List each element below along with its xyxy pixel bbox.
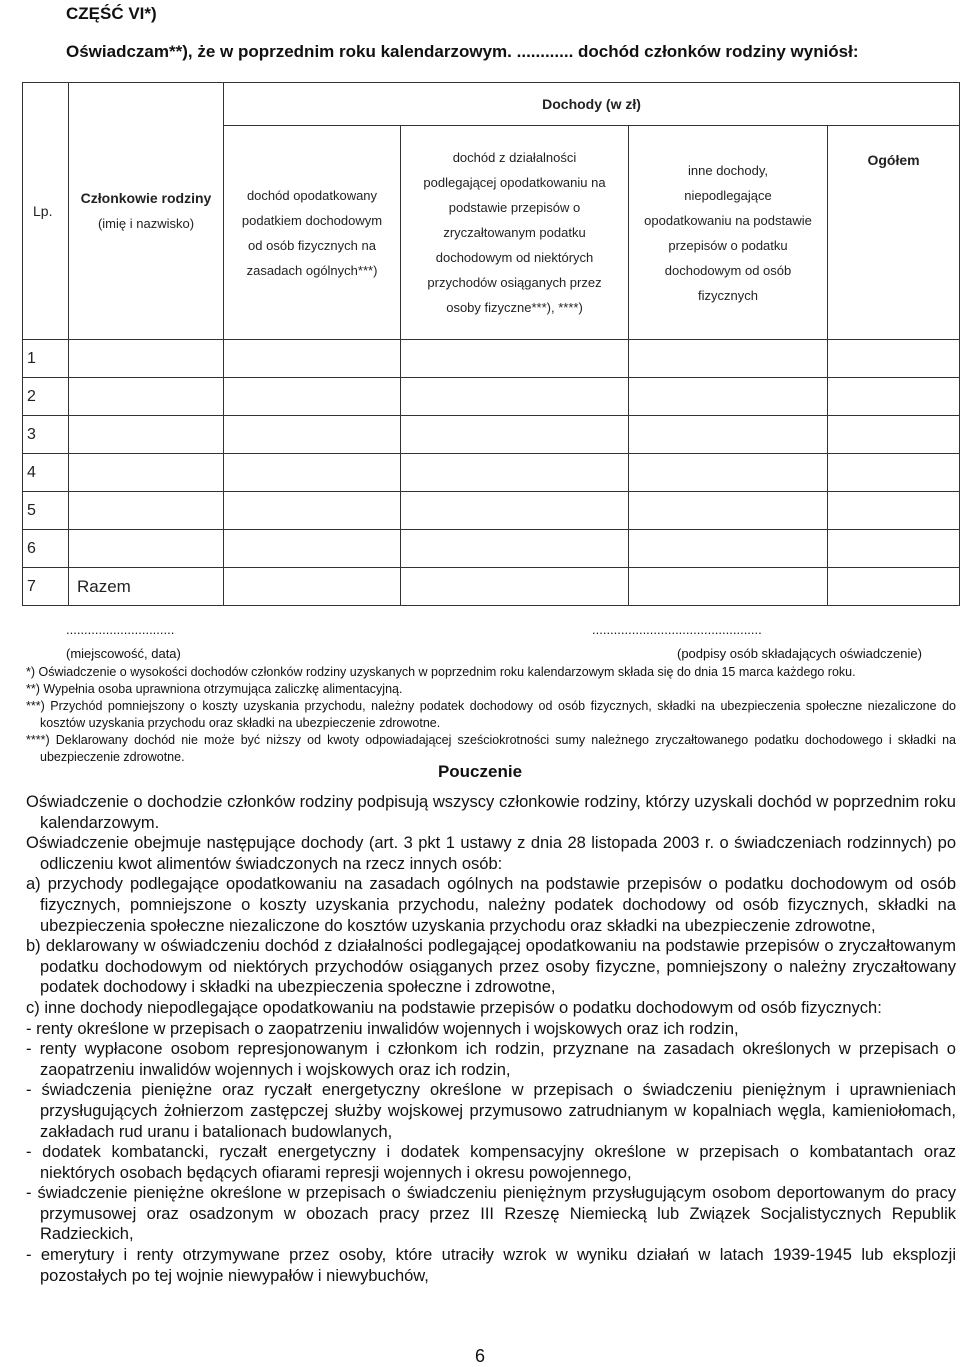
row-number: 1 (23, 340, 69, 378)
row-number: 4 (23, 454, 69, 492)
table-row (23, 454, 960, 492)
row-number: 7 (23, 568, 69, 606)
header-other-income: inne dochody, niepodlegające opodatkowaniu na podstawie przepisów o podatku dochodowym od osób fizycznych (629, 126, 828, 340)
income-table (22, 82, 960, 606)
lump-sum-income-cell[interactable] (401, 530, 629, 568)
instructions-title: Pouczenie (437, 762, 523, 781)
other-income-cell[interactable] (629, 568, 828, 606)
header-general-income: dochód opodatkowany podatkiem dochodowym od osób fizycznych na zasadach ogólnych***) (224, 126, 401, 340)
general-income-cell[interactable] (224, 492, 401, 530)
statement-heading: Oświadczam**), że w poprzednim roku kalendarzowym. ............ dochód członków rodziny wyniósł: (66, 42, 859, 61)
total-cell[interactable] (828, 416, 960, 454)
total-cell[interactable] (828, 568, 960, 606)
lump-sum-income-cell[interactable] (401, 492, 629, 530)
footnote: ***) Przychód pomniejszony o koszty uzyskania przychodu, należny podatek dochodowy od osób fizycznych, składki na ubezpieczenia społeczne niezaliczone do kosztów uzyskania przychodu oraz składki na ubezpieczenie zdrowotne. (26, 699, 956, 730)
part-title: CZĘŚĆ VI*) (66, 4, 157, 23)
member-name-cell[interactable] (69, 492, 224, 530)
lump-sum-income-cell[interactable] (401, 378, 629, 416)
footnote: **) Wypełnia osoba uprawniona otrzymująca zaliczkę alimentacyjną. (26, 682, 403, 696)
general-income-cell[interactable] (224, 454, 401, 492)
signature-caption: (podpisy osób składających oświadczenie) (677, 646, 922, 661)
header-lump-sum-income: dochód z działalności podlegającej opodatkowaniu na podstawie przepisów o zryczałtowanym podatku dochodowym od niektórych przychodów osiąganych przez osoby fizyczne***), ****) (401, 126, 629, 340)
lump-sum-income-cell[interactable] (401, 340, 629, 378)
table-row (23, 340, 960, 378)
table-row (23, 416, 960, 454)
instructions-paragraph: b) deklarowany w oświadczeniu dochód z działalności podlegającej opodatkowaniu na podstawie przepisów o zryczałtowanym podatku dochodowym od niektórych przychodów osiąganych przez osoby fizyczne, pomniejszony o należny zryczałtowany podatek dochodowy i składki na ubezpieczenia społeczne i zdrowotne, (26, 937, 956, 997)
member-name-cell[interactable] (69, 378, 224, 416)
row-number: 2 (23, 378, 69, 416)
total-cell[interactable] (828, 492, 960, 530)
total-cell[interactable] (828, 378, 960, 416)
table-row-total (23, 568, 960, 606)
instructions-paragraph: a) przychody podlegające opodatkowaniu na zasadach ogólnych na podstawie przepisów o podatku dochodowym od osób fizycznych, pomniejszone o koszty uzyskania przychodu, należny podatek dochodowy od osób fizycznych, składki na ubezpieczenia społeczne niezaliczone do kosztów uzyskania przychodu oraz składki na ubezpieczenie zdrowotne, (26, 875, 956, 935)
instructions-paragraph: Oświadczenie o dochodzie członków rodziny podpisują wszyscy członkowie rodziny, którzy uzyskali dochód w poprzednim roku kalendarzowym. (26, 793, 956, 832)
other-income-cell[interactable] (629, 340, 828, 378)
place-date-caption: (miejscowość, data) (66, 646, 181, 661)
general-income-cell[interactable] (224, 416, 401, 454)
other-income-cell[interactable] (629, 454, 828, 492)
instructions-paragraph: Oświadczenie obejmuje następujące dochody (art. 3 pkt 1 ustawy z dnia 28 listopada 2003 r. o świadczeniach rodzinnych) po odliczeniu kwot alimentów świadczonych na rzecz innych osób: (26, 834, 956, 873)
table-row (23, 378, 960, 416)
header-income-group: Dochody (w zł) (224, 83, 960, 126)
instructions-paragraph: c) inne dochody niepodlegające opodatkowaniu na podstawie przepisów o podatku dochodowym od osób fizycznych: (26, 998, 882, 1017)
footnotes (26, 664, 956, 766)
header-members-sub: (imię i nazwisko) (97, 216, 195, 231)
total-row-label: Razem (69, 568, 224, 606)
signature-line[interactable]: ............................................... (592, 622, 762, 637)
instructions-body (26, 792, 956, 1286)
header-total: Ogółem (828, 126, 960, 340)
instructions-paragraph: - emerytury i renty otrzymywane przez osoby, które utraciły wzrok w wyniku działań w latach 1939-1945 lub eksplozji pozostałych po tej wojnie niewypałów i niewybuchów, (26, 1246, 956, 1285)
table-row (23, 530, 960, 568)
general-income-cell[interactable] (224, 378, 401, 416)
other-income-cell[interactable] (629, 416, 828, 454)
other-income-cell[interactable] (629, 530, 828, 568)
lump-sum-income-cell[interactable] (401, 568, 629, 606)
footnote: ****) Deklarowany dochód nie może być niższy od kwoty odpowiadającej sześciokrotności sumy należnego zryczałtowanego podatku dochodowego i składki na ubezpieczenie zdrowotne. (26, 733, 956, 764)
total-cell[interactable] (828, 454, 960, 492)
row-number: 5 (23, 492, 69, 530)
header-lp: Lp. (23, 83, 69, 340)
other-income-cell[interactable] (629, 492, 828, 530)
header-members-title: Członkowie rodziny (80, 190, 212, 206)
instructions-paragraph: - dodatek kombatancki, ryczałt energetyczny i dodatek kompensacyjny określone w przepisach o kombatantach oraz niektórych osobach będących ofiarami represji wojennych i okresu powojennego, (26, 1143, 956, 1182)
total-cell[interactable] (828, 340, 960, 378)
other-income-cell[interactable] (629, 378, 828, 416)
lump-sum-income-cell[interactable] (401, 416, 629, 454)
instructions-paragraph: - renty określone w przepisach o zaopatrzeniu inwalidów wojennych i wojskowych oraz ich rodzin, (26, 1019, 739, 1038)
table-row (23, 492, 960, 530)
member-name-cell[interactable] (69, 416, 224, 454)
total-cell[interactable] (828, 530, 960, 568)
instructions-paragraph: - świadczenie pieniężne określone w przepisach o świadczeniu pieniężnym przysługującym osobom deportowanym do pracy przymusowej oraz osadzonym w obozach pracy przez III Rzeszę Niemiecką lub Związek Socjalistycznych Republik Radzieckich, (26, 1184, 956, 1244)
lump-sum-income-cell[interactable] (401, 454, 629, 492)
member-name-cell[interactable] (69, 340, 224, 378)
footnote: *) Oświadczenie o wysokości dochodów członków rodziny uzyskanych w poprzednim roku kalendarzowym składa się do dnia 15 marca każdego roku. (26, 665, 856, 679)
place-date-line[interactable]: .............................. (66, 622, 175, 637)
member-name-cell[interactable] (69, 530, 224, 568)
instructions-paragraph: - świadczenia pieniężne oraz ryczałt energetyczny określone w przepisach o świadczeniu pieniężnym i uprawnieniach przysługujących żołnierzom zastępczej służby wojskowej przymusowo zatrudnianym w kopalniach węgla, kamieniołomach, zakładach rud uranu i batalionach budowlanych, (26, 1081, 956, 1141)
general-income-cell[interactable] (224, 568, 401, 606)
header-members (69, 83, 224, 340)
member-name-cell[interactable] (69, 454, 224, 492)
row-number: 6 (23, 530, 69, 568)
row-number: 3 (23, 416, 69, 454)
general-income-cell[interactable] (224, 530, 401, 568)
general-income-cell[interactable] (224, 340, 401, 378)
page-number: 6 (474, 1346, 485, 1366)
instructions-paragraph: - renty wypłacone osobom represjonowanym i członkom ich rodzin, przyznane na zasadach określonych w przepisach o zaopatrzeniu inwalidów wojennych i wojskowych oraz ich rodzin, (26, 1040, 956, 1079)
